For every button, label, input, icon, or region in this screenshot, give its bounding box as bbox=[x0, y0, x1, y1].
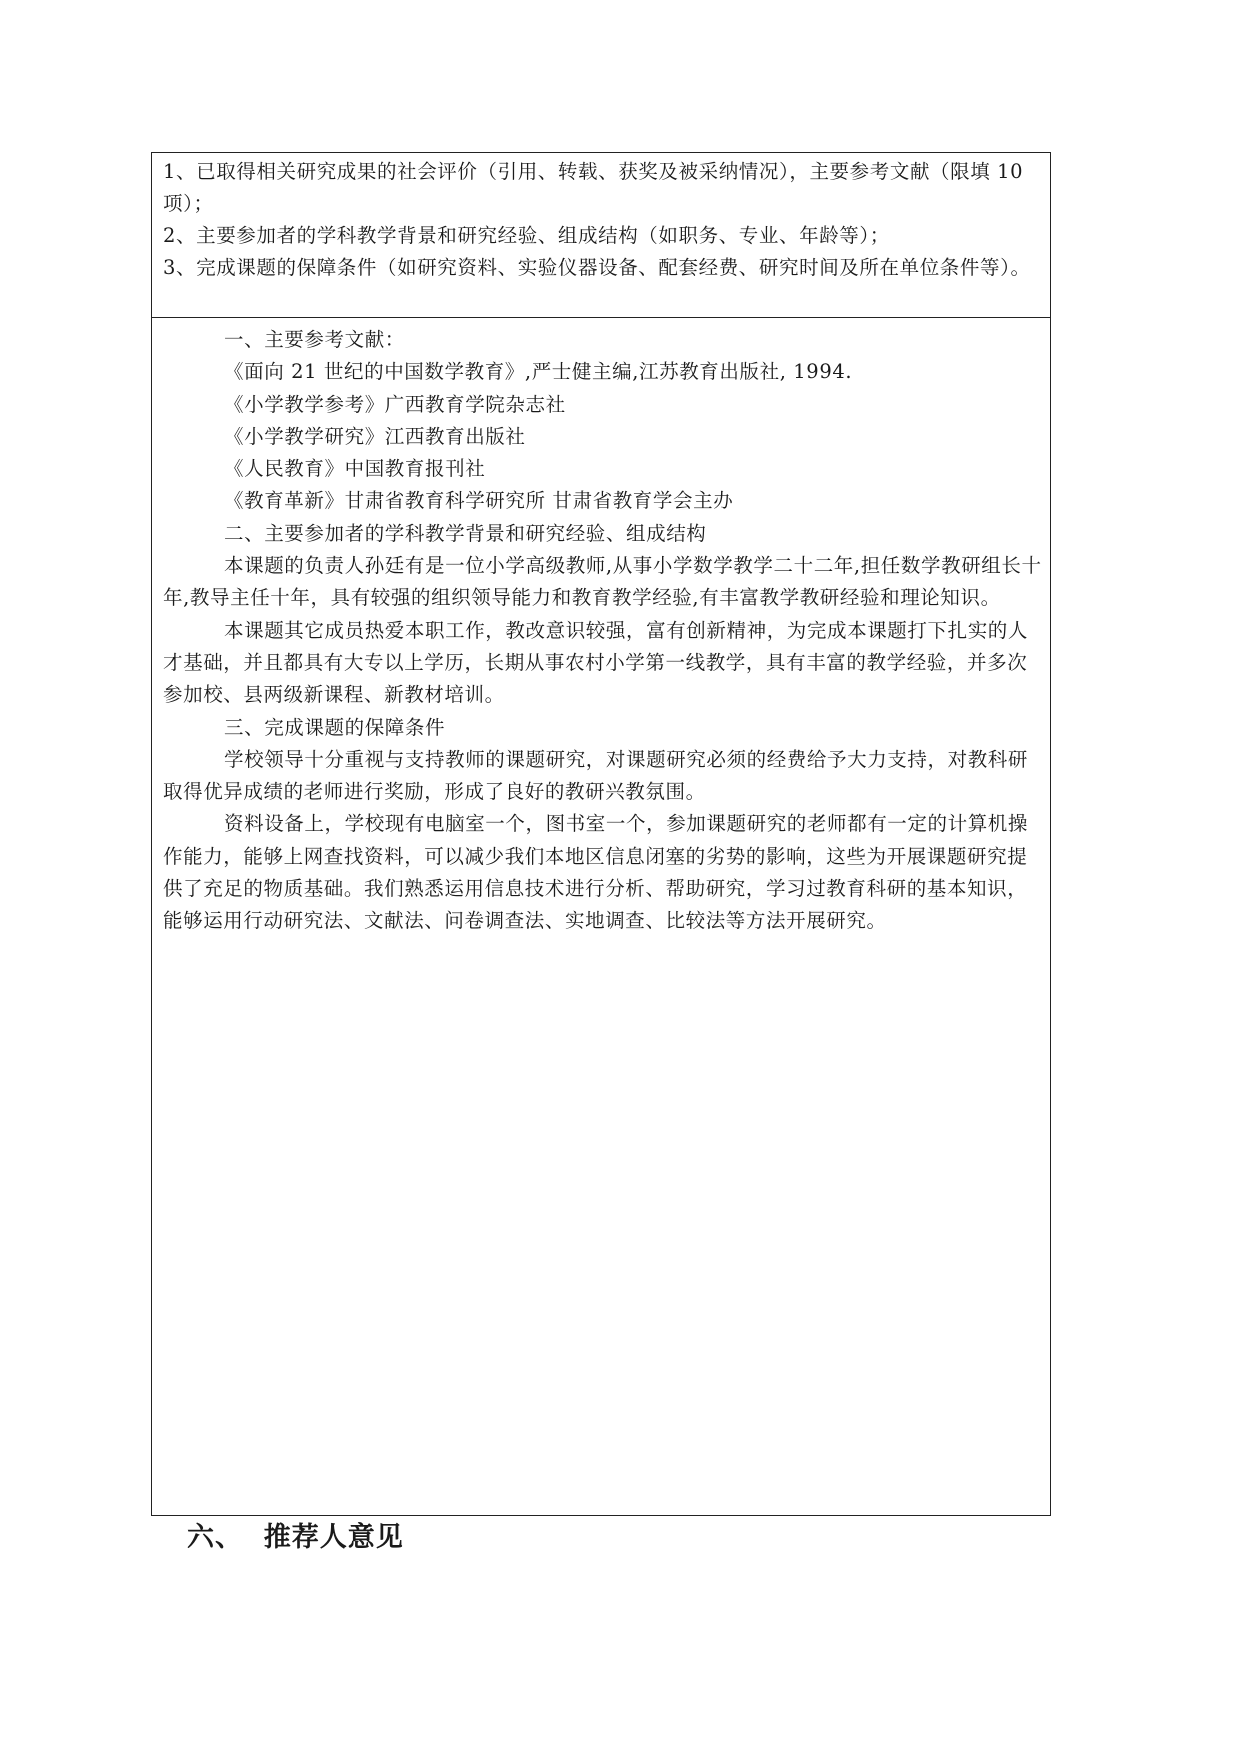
paragraph-support: 学校领导十分重视与支持教师的课题研究，对课题研究必须的经费给予大力支持，对教科研取得优异成绩的老师进行奖励，形成了良好的教研兴教氛围。 bbox=[163, 747, 1029, 804]
paragraph-resources: 资料设备上，学校现有电脑室一个，图书室一个，参加课题研究的老师都有一定的计算机操作能力，能够上网查找资料，可以减少我们本地区信息闭塞的劣势的影响，这些为开展课题研究提供了充足的物质基础。我们熟悉运用信息技术进行分析、帮助研究，学习过教育科研的基本知识，能够运用行动研究法、文献法、问卷调查法、实地调查、比较法等方法开展研究。 bbox=[163, 812, 1029, 933]
reference-item: 《小学教学参考》广西教育学院杂志社 bbox=[224, 392, 566, 416]
requirement-item-3: 3、完成课题的保障条件（如研究资料、实验仪器设备、配套经费、研究时间及所在单位条件等）。 bbox=[163, 256, 1031, 279]
heading-references: 一、主要参考文献： bbox=[224, 328, 405, 351]
requirement-item-2: 2、主要参加者的学科教学背景和研究经验、组成结构（如职务、专业、年龄等）； bbox=[163, 224, 890, 247]
section-title-recommender-opinion: 六、 推荐人意见 bbox=[187, 1522, 404, 1553]
heading-participants: 二、主要参加者的学科教学背景和研究经验、组成结构 bbox=[224, 521, 707, 545]
reference-item: 《小学教学研究》江西教育出版社 bbox=[224, 424, 526, 448]
paragraph-leader: 本课题的负责人孙廷有是一位小学高级教师,从事小学数学教学二十二年,担任数学教研组长十年,教导主任十年，具有较强的组织领导能力和教育教学经验,有丰富教学教研经验和理论知识。 bbox=[163, 554, 1042, 610]
reference-item: 《教育革新》甘肃省教育科学研究所 甘肃省教育学会主办 bbox=[224, 489, 734, 513]
paragraph-members: 本课题其它成员热爱本职工作，教改意识较强，富有创新精神，为完成本课题打下扎实的人才基础，并且都具有大专以上学历，长期从事农村小学第一线教学，具有丰富的教学经验，并多次参加校、县两级新课程、新教材培训。 bbox=[163, 618, 1029, 707]
application-form-table bbox=[151, 152, 1051, 1516]
content-cell bbox=[152, 318, 1050, 938]
reference-item: 《人民教育》中国教育报刊社 bbox=[224, 457, 486, 481]
requirement-item-1: 1、已取得相关研究成果的社会评价（引用、转载、获奖及被采纳情况），主要参考文献（限填 10 项）； bbox=[163, 160, 1024, 215]
requirements-cell bbox=[152, 153, 1050, 318]
reference-item: 《面向 21 世纪的中国数学教育》,严士健主编,江苏教育出版社, 1994. bbox=[224, 360, 853, 384]
heading-conditions: 三、完成课题的保障条件 bbox=[224, 715, 446, 739]
